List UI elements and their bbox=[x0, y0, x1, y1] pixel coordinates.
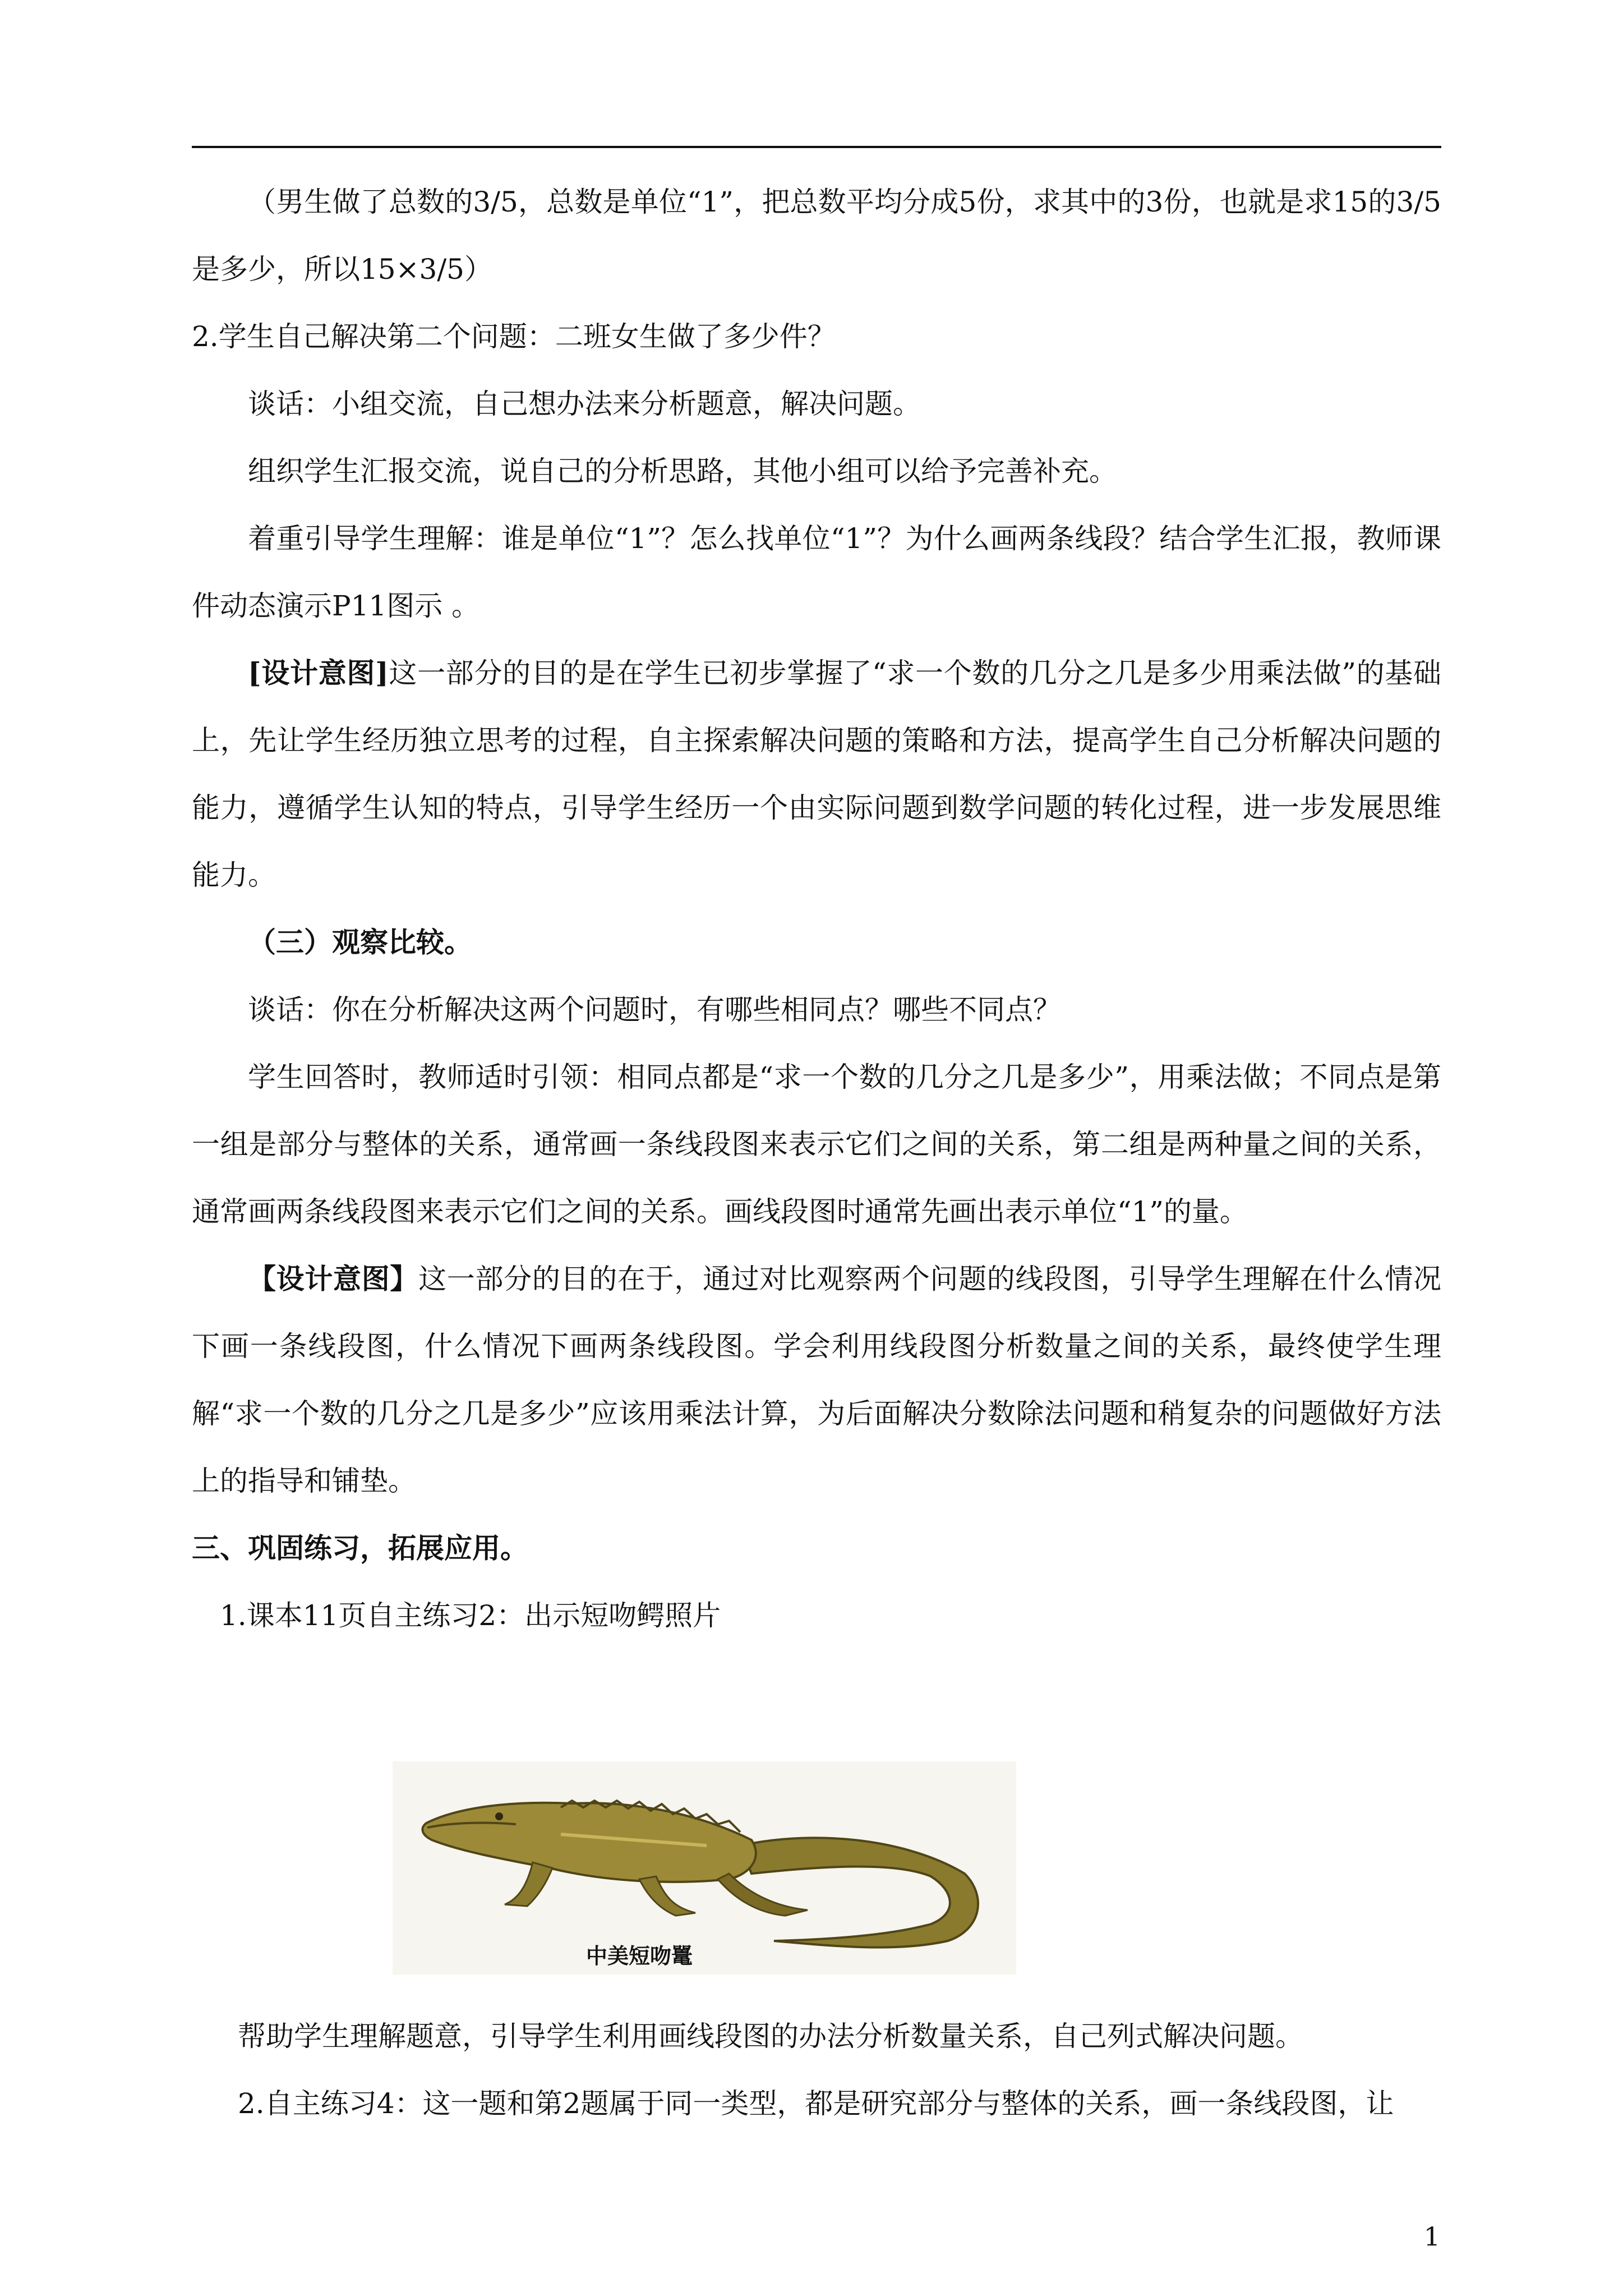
paragraph-explanation: （男生做了总数的3/5，总数是单位“1”，把总数平均分成5份，求其中的3份，也就是求15的3/5是多少，所以15×3/5） bbox=[192, 186, 1441, 286]
paragraph-exercise-1: 1.课本11页自主练习2：出示短吻鳄照片 bbox=[220, 1599, 721, 1632]
design-intent-label: [设计意图] bbox=[248, 656, 389, 689]
paragraph-talk-1: 谈话：小组交流，自己想办法来分析题意，解决问题。 bbox=[248, 388, 921, 420]
crocodile-icon bbox=[393, 1761, 1016, 1975]
section-heading-compare: （三）观察比较。 bbox=[248, 926, 472, 959]
paragraph-problem-2: 2.学生自己解决第二个问题：二班女生做了多少件？ bbox=[192, 320, 836, 353]
paragraph-exercise-4: 2.自主练习4：这一题和第2题属于同一类型，都是研究部分与整体的关系，画一条线段图，让 bbox=[238, 2087, 1394, 2120]
paragraph-help: 帮助学生理解题意，引导学生利用画线段图的办法分析数量关系，自己列式解决问题。 bbox=[238, 2020, 1303, 2053]
section-heading-practice: 三、巩固练习，拓展应用。 bbox=[192, 1531, 528, 1565]
figure-caption: 中美短吻鼍 bbox=[586, 1944, 693, 1968]
paragraph-talk-2: 谈话：你在分析解决这两个问题时，有哪些相同点？哪些不同点？ bbox=[248, 993, 1061, 1026]
design-intent-text-2: 这一部分的目的在于，通过对比观察两个问题的线段图，引导学生理解在什么情况下画一条线段图，什么情况下画两条线段图。学会利用线段图分析数量之间的关系，最终使学生理解“求一个数的几分之几是多少”应该用乘法计算，为后面解决分数除法问题和稍复杂的问题做好方法上的指导和铺垫。 bbox=[192, 1263, 1442, 1497]
document-body-after-figure bbox=[192, 2003, 1441, 2137]
header-rule bbox=[192, 146, 1441, 148]
crocodile-photo bbox=[393, 1761, 1016, 1975]
page-number: 1 bbox=[1423, 2221, 1440, 2252]
eye-icon bbox=[495, 1812, 503, 1820]
paragraph-report: 组织学生汇报交流，说自己的分析思路，其他小组可以给予完善补充。 bbox=[248, 455, 1117, 487]
design-intent-label-2: 【设计意图】 bbox=[248, 1262, 419, 1295]
paragraph-design-intent-2 bbox=[192, 1245, 1441, 1515]
document-body bbox=[192, 168, 1441, 1649]
paragraph-answer: 学生回答时，教师适时引领：相同点都是“求一个数的几分之几是多少”，用乘法做；不同点是第一组是部分与整体的关系，通常画一条线段图来表示它们之间的关系，第二组是两种量之间的关系，通常画两条线段图来表示它们之间的关系。画线段图时通常先画出表示单位“1”的量。 bbox=[192, 1061, 1441, 1228]
paragraph-design-intent-1 bbox=[192, 639, 1441, 909]
paragraph-guide: 着重引导学生理解：谁是单位“1”？怎么找单位“1”？为什么画两条线段？结合学生汇报，教师课件动态演示P11图示 。 bbox=[192, 522, 1441, 622]
design-intent-text: 这一部分的目的是在学生已初步掌握了“求一个数的几分之几是多少用乘法做”的基础上，先让学生经历独立思考的过程，自主探索解决问题的策略和方法，提高学生自己分析解决问题的能力，遵循学生认知的特点，引导学生经历一个由实际问题到数学问题的转化过程，进一步发展思维能力。 bbox=[192, 657, 1441, 891]
